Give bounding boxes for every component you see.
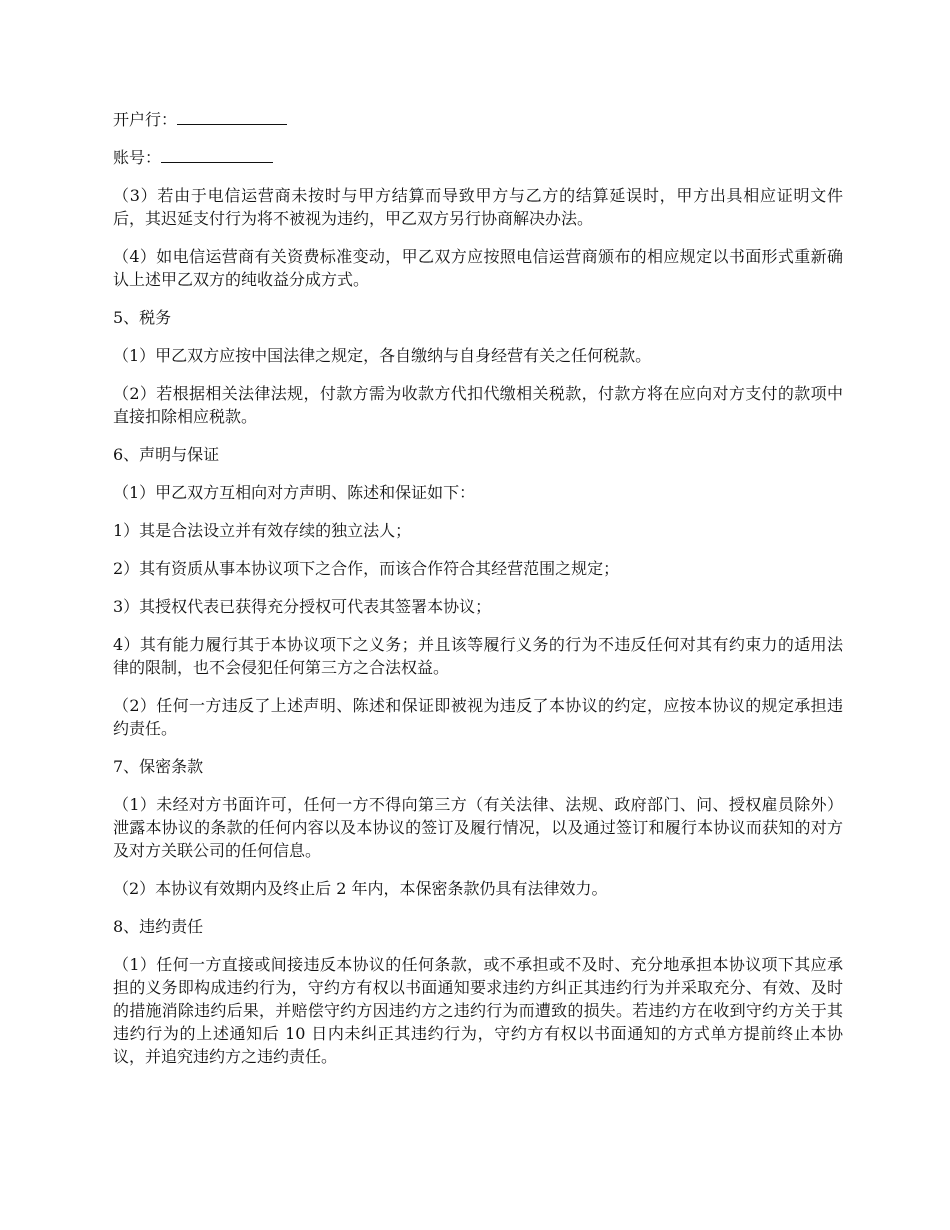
paragraph-4-4: （4）如电信运营商有关资费标准变动，甲乙双方应按照电信运营商颁布的相应规定以书面形式重新确认上述甲乙双方的纯收益分成方式。 bbox=[113, 247, 843, 289]
account-line bbox=[113, 146, 843, 169]
paragraph-6-1: （1）甲乙双方互相向对方声明、陈述和保证如下： bbox=[113, 483, 476, 502]
paragraph-5-2: （2）若根据相关法律法规，付款方需为收款方代扣代缴相关税款，付款方将在应向对方支付的款项中直接扣除相应税款。 bbox=[113, 384, 843, 426]
section-heading-confidentiality: 7、保密条款 bbox=[113, 757, 204, 776]
paragraph-6-2: （2）任何一方违反了上述声明、陈述和保证即被视为违反了本协议的约定，应按本协议的规定承担违约责任。 bbox=[113, 696, 843, 738]
paragraph-7-2: （2）本协议有效期内及终止后 2 年内，本保密条款仍具有法律效力。 bbox=[113, 879, 608, 898]
paragraph-8-1: （1）任何一方直接或间接违反本协议的任何条款，或不承担或不及时、充分地承担本协议项下其应承担的义务即构成违约行为，守约方有权以书面通知要求违约方纠正其违约行为并采取充分、有效、及时的措施消除违约后果，并赔偿守约方因违约方之违约行为而遭致的损失。若违约方在收到守约方关于其违约行为的上述通知后 10 日内未纠正其违约行为，守约方有权以书面通知的方式单方提前终止本协议，并追究违约方之违约责任。 bbox=[113, 955, 843, 1066]
list-item-6-1-3: 3）其授权代表已获得充分授权可代表其签署本协议； bbox=[113, 597, 492, 616]
account-blank bbox=[161, 146, 273, 163]
paragraph-5-1: （1）甲乙双方应按中国法律之规定，各自缴纳与自身经营有关之任何税款。 bbox=[113, 346, 652, 365]
list-item-6-1-1: 1）其是合法设立并有效存续的独立法人； bbox=[113, 521, 412, 540]
bank-label: 开户行： bbox=[113, 110, 178, 129]
account-label: 账号： bbox=[113, 148, 162, 167]
paragraph-4-3: （3）若由于电信运营商未按时与甲方结算而导致甲方与乙方的结算延误时，甲方出具相应证明文件后，其迟延支付行为将不被视为违约，甲乙双方另行协商解决办法。 bbox=[113, 186, 843, 228]
section-heading-liability: 8、违约责任 bbox=[113, 917, 204, 936]
bank-line bbox=[113, 108, 843, 131]
list-item-6-1-4: 4）其有能力履行其于本协议项下之义务；并且该等履行义务的行为不违反任何对其有约束力的适用法律的限制，也不会侵犯任何第三方之合法权益。 bbox=[113, 635, 843, 677]
section-heading-taxes: 5、税务 bbox=[113, 308, 172, 327]
section-heading-representations: 6、声明与保证 bbox=[113, 445, 220, 464]
paragraph-7-1: （1）未经对方书面许可，任何一方不得向第三方（有关法律、法规、政府部门、问、授权雇员除外）泄露本协议的条款的任何内容以及本协议的签订及履行情况，以及通过签订和履行本协议而获知的对方及对方关联公司的任何信息。 bbox=[113, 795, 843, 860]
bank-blank bbox=[177, 108, 287, 125]
document-body bbox=[113, 108, 843, 1083]
list-item-6-1-2: 2）其有资质从事本协议项下之合作，而该合作符合其经营范围之规定； bbox=[113, 559, 620, 578]
